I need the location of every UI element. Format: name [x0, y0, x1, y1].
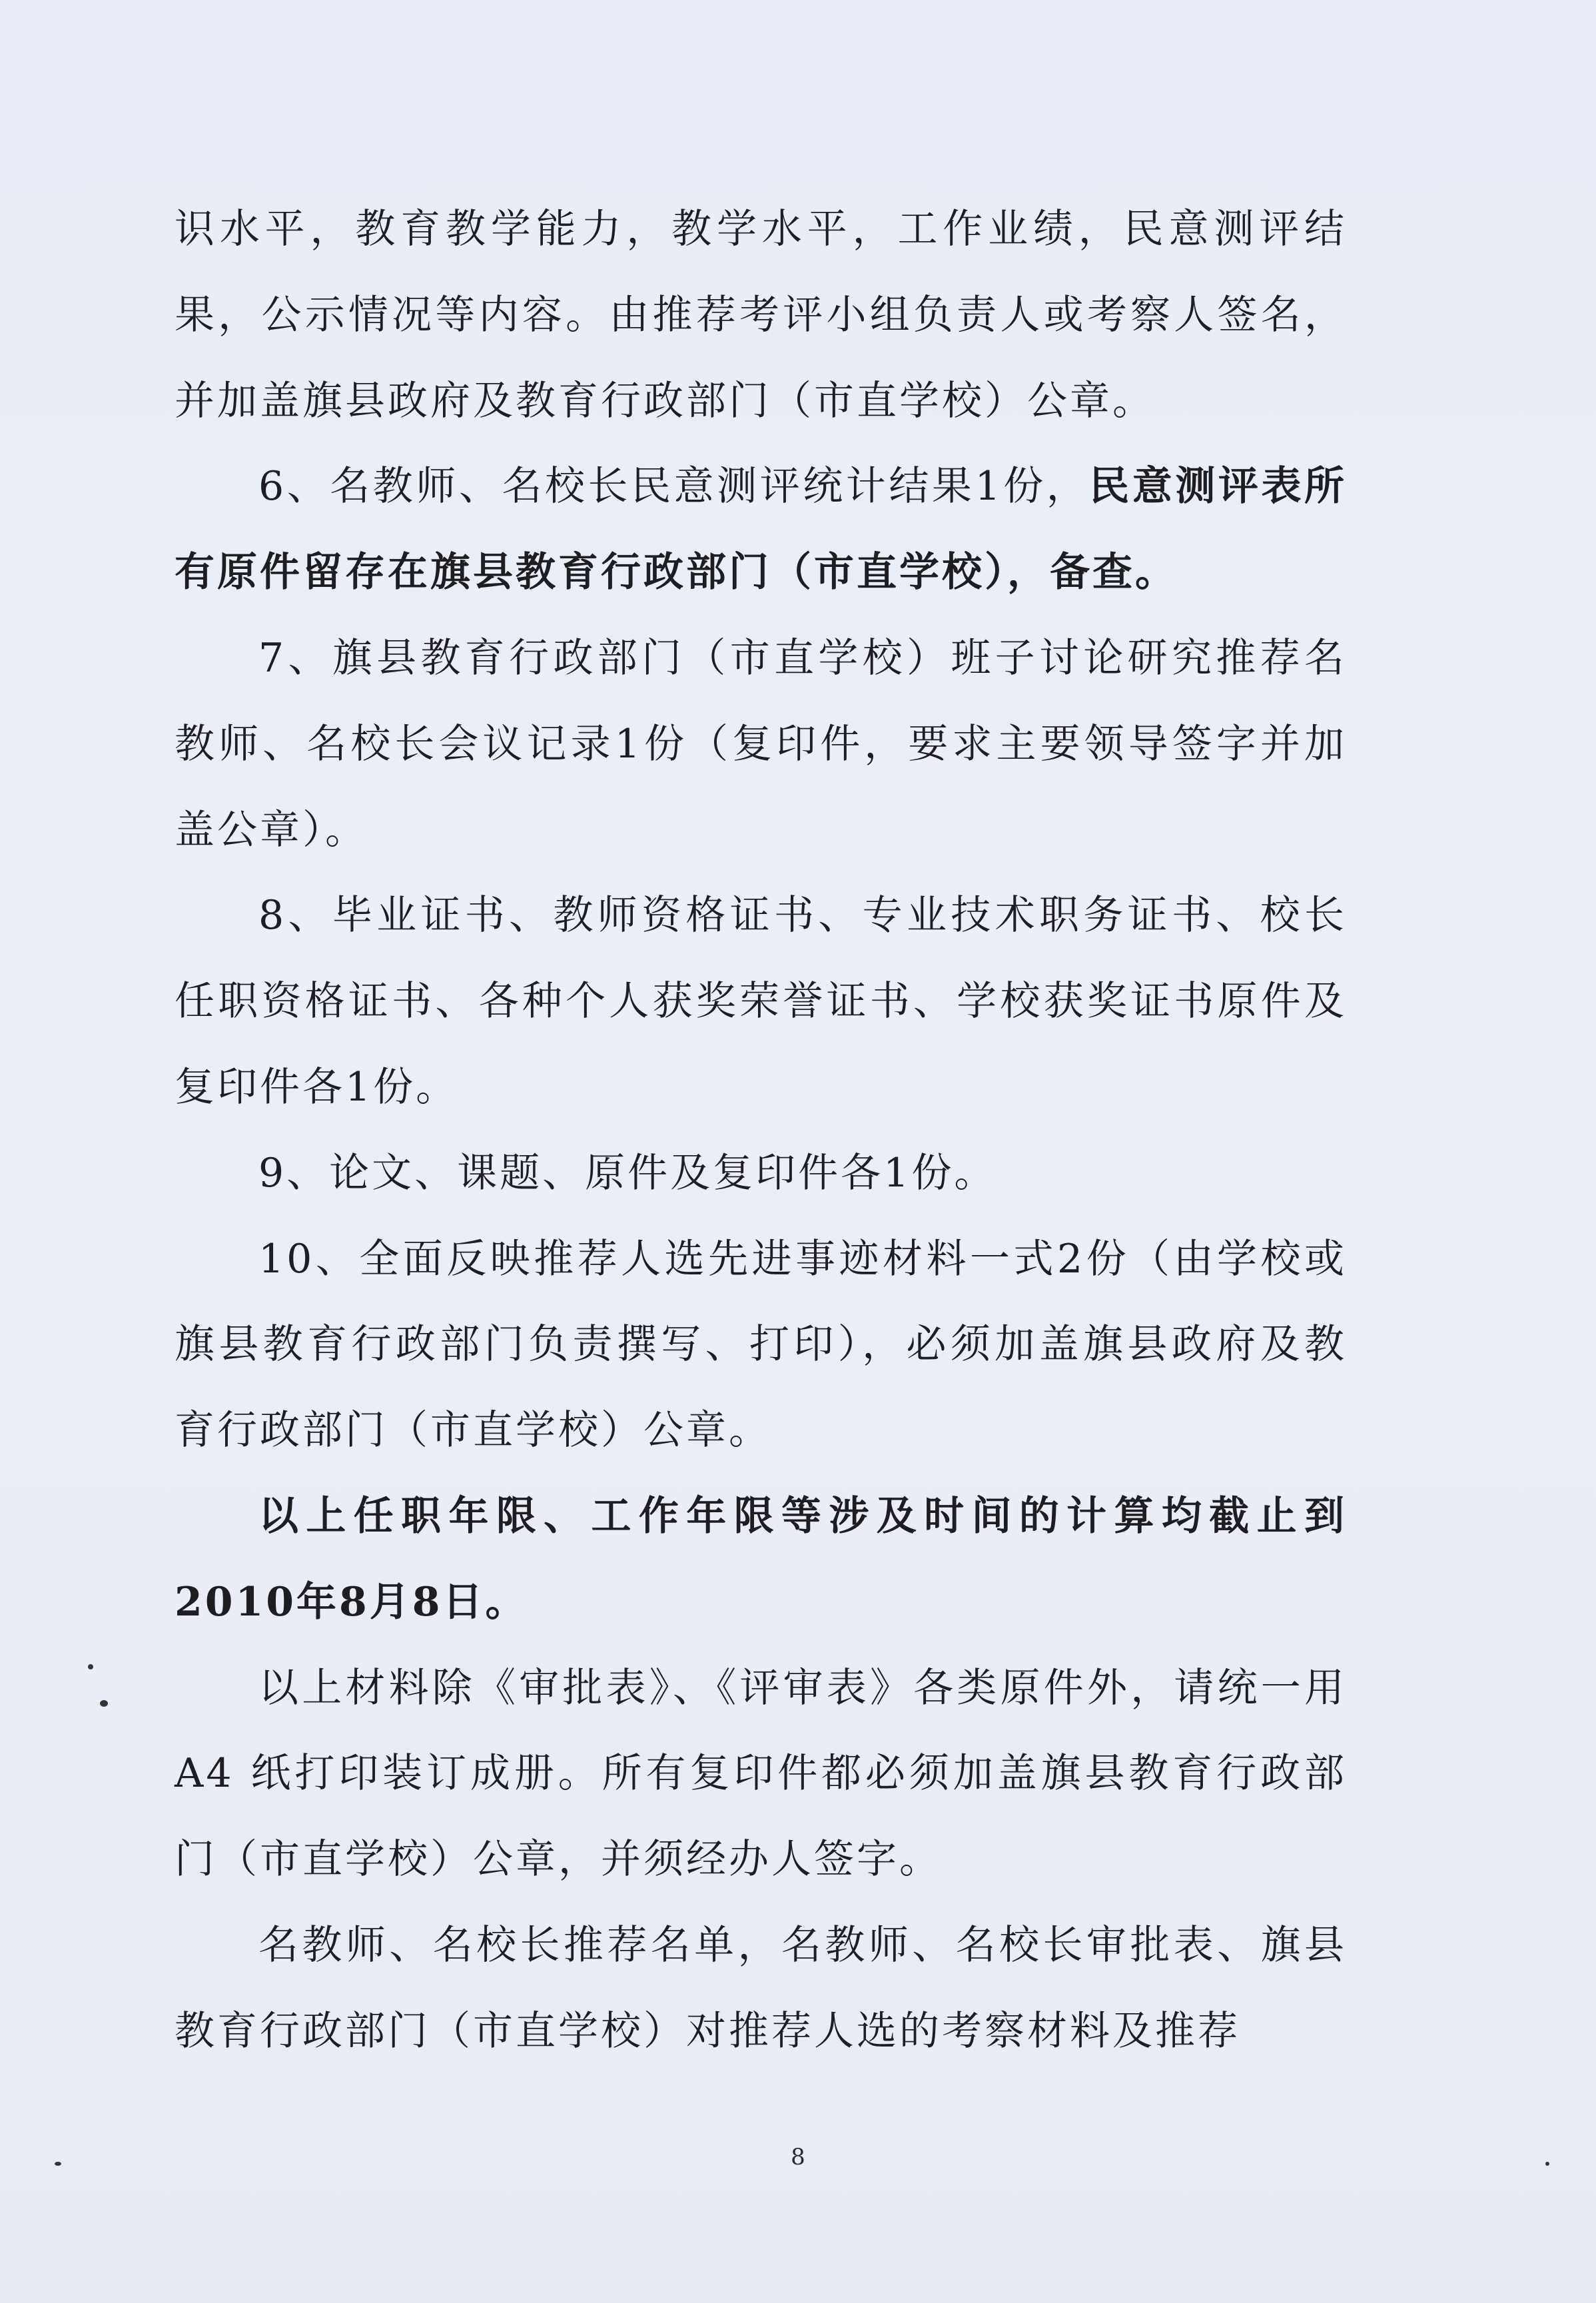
item-6-bold-text: 民意测评表所有原件留存在旗县教育行政部门（市直学校），备查。 [175, 463, 1347, 596]
scan-speck [1545, 2162, 1549, 2166]
paragraph-item-10: 10、全面反映推荐人选先进事迹材料一式2份（由学校或旗县教育行政部门负责撰写、打印），必须加盖旗县政府及教育行政部门（市直学校）公章。 [175, 1235, 1347, 1454]
page-number: 8 [791, 2144, 805, 2170]
scan-speck [88, 1664, 93, 1669]
scan-speck [55, 2162, 61, 2166]
document-body [175, 187, 1347, 2074]
paragraph-item-7: 7、旗县教育行政部门（市直学校）班子讨论研究推荐名教师、名校长会议记录1份（复印件，要求主要领导签字并加盖公章）。 [175, 634, 1347, 853]
paragraph-deadline-note: 以上任职年限、工作年限等涉及时间的计算均截止到2010年8月8日。 [175, 1492, 1347, 1625]
paragraph-item-8: 8、毕业证书、教师资格证书、专业技术职务证书、校长任职资格证书、各种个人获奖荣誉证书、学校获奖证书原件及复印件各1份。 [175, 892, 1347, 1111]
bleed-through-text [1359, 170, 1374, 210]
item-6-text: 6、名教师、名校长民意测评统计结果1份， [258, 463, 1090, 510]
paragraph-item-9: 9、论文、课题、原件及复印件各1份。 [258, 1149, 997, 1196]
scan-speck [100, 1700, 108, 1707]
paragraph-continuation: 识水平，教育教学能力，教学水平，工作业绩，民意测评结果，公示情况等内容。由推荐考评小组负责人或考察人签名，并加盖旗县政府及教育行政部门（市直学校）公章。 [175, 206, 1347, 424]
paragraph-submission-list: 名教师、名校长推荐名单，名教师、名校长审批表、旗县教育行政部门（市直学校）对推荐人选的考察材料及推荐 [175, 1921, 1347, 2055]
paragraph-item-6 [175, 444, 1347, 616]
paragraph-binding-note: 以上材料除《审批表》、《评审表》各类原件外，请统一用 A4 纸打印装订成册。所有复印件都必须加盖旗县教育行政部门（市直学校）公章，并须经办人签字。 [175, 1664, 1347, 1883]
